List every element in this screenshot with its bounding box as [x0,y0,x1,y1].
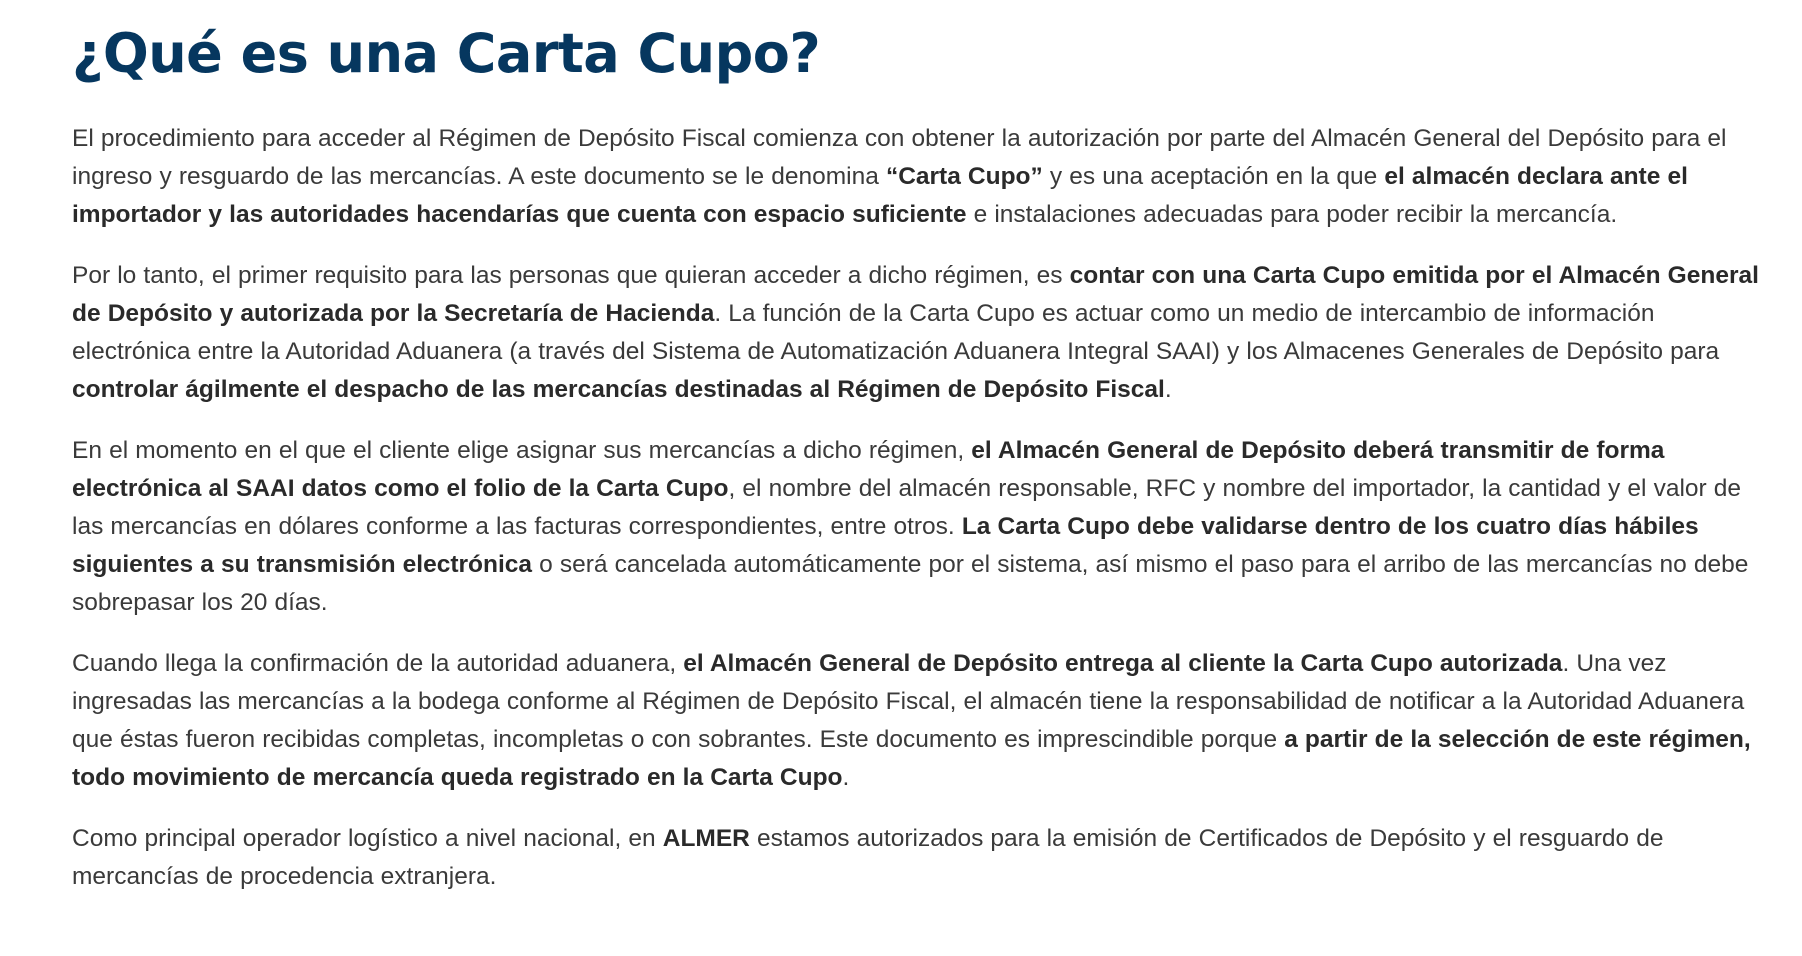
text-run: estamos autorizados para la emisión de Certificados de Depósito y el resguardo de mercancías de procedencia extranjera. [72,825,1664,890]
article [72,18,1772,919]
text-run: y es una aceptación en la que [1042,163,1385,190]
text-run: Como principal operador logístico a nivel nacional, en [72,825,663,852]
bold-text-run: controlar ágilmente el despacho de las mercancías destinadas al Régimen de Depósito Fiscal [72,376,1165,403]
text-run: En el momento en el que el cliente elige asignar sus mercancías a dicho régimen, [72,437,972,464]
article-body [72,120,1772,896]
paragraph-3 [72,432,1772,622]
bold-text-run: el Almacén General de Depósito entrega al cliente la Carta Cupo autorizada [683,650,1563,677]
page-title: ¿Qué es una Carta Cupo? [72,22,821,85]
text-run: . [1164,376,1172,403]
paragraph-2 [72,257,1772,409]
bold-text-run: “Carta Cupo” [885,163,1043,190]
paragraph-1 [72,120,1772,234]
text-run: . [842,764,850,791]
text-run: Cuando llega la confirmación de la autoridad aduanera, [72,650,684,677]
bold-text-run: La Carta Cupo debe validarse dentro de los cuatro días hábiles siguientes a su transmisión electrónica [72,513,1699,578]
bold-text-run: contar con una Carta Cupo emitida por el Almacén General de Depósito y autorizada por la Secretaría de Hacienda [72,262,1759,327]
bold-text-run: el Almacén General de Depósito deberá transmitir de forma electrónica al SAAI datos como el folio de la Carta Cupo [72,437,1665,502]
bold-text-run: ALMER [662,825,750,852]
text-run: . La función de la Carta Cupo es actuar como un medio de intercambio de información electrónica entre la Autoridad Aduanera (a través del Sistema de Automatización Aduanera Integral SAAI) y los Almacenes Generales de Depósito para [72,300,1720,365]
text-run: . Una vez ingresadas las mercancías a la bodega conforme al Régimen de Depósito Fiscal, el almacén tiene la responsabilidad de notificar a la Autoridad Aduanera que éstas fueron recibidas completas, incompletas o con sobrantes. Este documento es imprescindible porque [72,650,1745,753]
text-run: El procedimiento para acceder al Régimen de Depósito Fiscal comienza con obtener la autorización por parte del Almacén General del Depósito para el ingreso y resguardo de las mercancías. A este documento se le denomina [72,125,1727,190]
bold-text-run: el almacén declara ante el importador y las autoridades hacendarías que cuenta con espacio suficiente [72,163,1688,228]
text-run: o será cancelada automáticamente por el sistema, así mismo el paso para el arribo de las mercancías no debe sobrepasar los 20 días. [72,551,1749,616]
paragraph-4 [72,645,1772,797]
text-run: Por lo tanto, el primer requisito para las personas que quieran acceder a dicho régimen, es [72,262,1070,289]
paragraph-5 [72,820,1772,896]
bold-text-run: a partir de la selección de este régimen, todo movimiento de mercancía queda registrado en la Carta Cupo [72,726,1751,791]
text-run: , el nombre del almacén responsable, RFC y nombre del importador, la cantidad y el valor de las mercancías en dólares conforme a las facturas correspondientes, entre otros. [72,475,1742,540]
text-run: e instalaciones adecuadas para poder recibir la mercancía. [966,201,1618,228]
